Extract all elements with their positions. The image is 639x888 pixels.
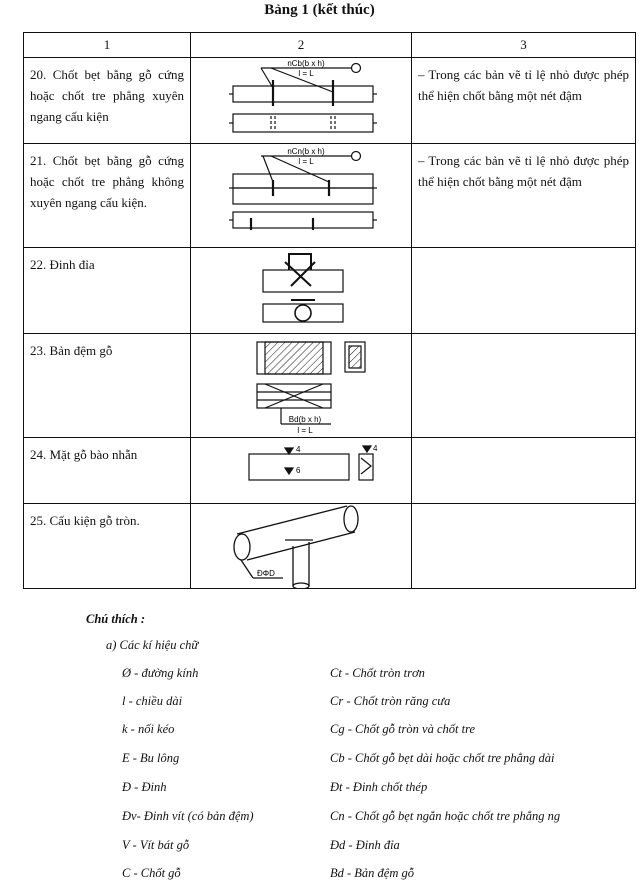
row-note bbox=[412, 248, 635, 254]
figure-label: nCn(b x h) bbox=[287, 147, 325, 156]
figure-label: 4 bbox=[373, 444, 378, 453]
figure-label: 4 bbox=[296, 445, 301, 454]
legend-right-item: Cg - Chốt gỗ tròn và chốt tre bbox=[330, 722, 476, 736]
table-row-20 bbox=[24, 58, 636, 144]
legend-left-item: C - Chốt gỗ bbox=[122, 866, 181, 880]
legend-left-item: V - Vít bát gỗ bbox=[122, 838, 190, 852]
figure-label: l = L bbox=[298, 69, 314, 78]
figure-label: nCb(b x h) bbox=[287, 59, 325, 68]
figure-label: 6 bbox=[296, 466, 301, 475]
row-note bbox=[412, 504, 635, 510]
figure-row-25 bbox=[201, 504, 401, 588]
symbol-table bbox=[23, 32, 636, 589]
figure-row-21 bbox=[201, 144, 401, 244]
legend-left-item: Ø - đường kính bbox=[122, 666, 199, 680]
notes-heading: Chú thích : bbox=[86, 612, 146, 626]
legend-left-item: E - Bu lông bbox=[122, 751, 180, 765]
column-header-1: 1 bbox=[24, 33, 191, 58]
figure-row-20 bbox=[201, 58, 401, 142]
table-row-21 bbox=[24, 144, 636, 248]
column-header-2: 2 bbox=[191, 33, 412, 58]
row-name: 24. Mặt gỗ bào nhẵn bbox=[30, 447, 138, 462]
legend-right-item: Đd - Đinh đỉa bbox=[330, 838, 400, 852]
table-row-23 bbox=[24, 334, 636, 438]
table-row-24 bbox=[24, 438, 636, 504]
row-note: – Trong các bản vẽ tỉ lệ nhỏ được phép thể hiện chốt bằng một nét đậm bbox=[418, 67, 629, 103]
row-name: 20. Chốt bẹt bằng gỗ cứng hoặc chốt tre phẳng xuyên ngang cấu kiện bbox=[30, 67, 184, 124]
figure-row-22 bbox=[201, 248, 401, 332]
row-name: 21. Chốt bẹt bằng gỗ cứng hoặc chốt tre phẳng không xuyên ngang cấu kiện. bbox=[30, 153, 184, 210]
legend-right-item: Đt - Đinh chốt thép bbox=[330, 780, 428, 794]
figure-row-24 bbox=[201, 438, 401, 498]
figure-row-23 bbox=[201, 334, 401, 436]
legend-left-item: k - nối kéo bbox=[122, 722, 175, 736]
figure-label: l = L bbox=[298, 157, 314, 166]
figure-label: ĐΦD bbox=[257, 569, 275, 578]
legend-left-item: Đv- Đinh vít (có bản đệm) bbox=[122, 809, 254, 823]
legend-right-item: Bd - Bản đệm gỗ bbox=[330, 866, 415, 880]
row-note bbox=[412, 334, 635, 340]
row-note: – Trong các bản vẽ tỉ lệ nhỏ được phép thể hiện chốt bằng một nét đậm bbox=[418, 153, 629, 189]
table-title: Bảng 1 (kết thúc) bbox=[264, 2, 375, 18]
legend-right-item: Ct - Chốt tròn trơn bbox=[330, 666, 425, 680]
notes-subheading: a) Các kí hiệu chữ bbox=[106, 638, 199, 652]
table-row-25 bbox=[24, 504, 636, 589]
legend-left-item: l - chiều dài bbox=[122, 694, 183, 708]
figure-label: Bd(b x h) bbox=[288, 415, 322, 424]
legend-right-item: Cb - Chốt gỗ bẹt dài hoặc chốt tre phẳng dài bbox=[330, 751, 555, 765]
row-note bbox=[412, 438, 635, 444]
row-name: 23. Bản đệm gỗ bbox=[30, 343, 113, 358]
legend-right-item: Cn - Chốt gỗ bẹt ngắn hoặc chốt tre phẳng ng bbox=[330, 809, 561, 823]
table-row-22 bbox=[24, 248, 636, 334]
legend-left-item: Đ - Đinh bbox=[122, 780, 167, 794]
table-header-row bbox=[24, 33, 636, 58]
row-name: 25. Cấu kiện gỗ tròn. bbox=[30, 513, 140, 528]
figure-label: l = L bbox=[297, 426, 313, 435]
column-header-3: 3 bbox=[412, 33, 636, 58]
legend-right-item: Cr - Chốt tròn răng cưa bbox=[330, 694, 451, 708]
row-name: 22. Đinh đỉa bbox=[30, 257, 95, 272]
